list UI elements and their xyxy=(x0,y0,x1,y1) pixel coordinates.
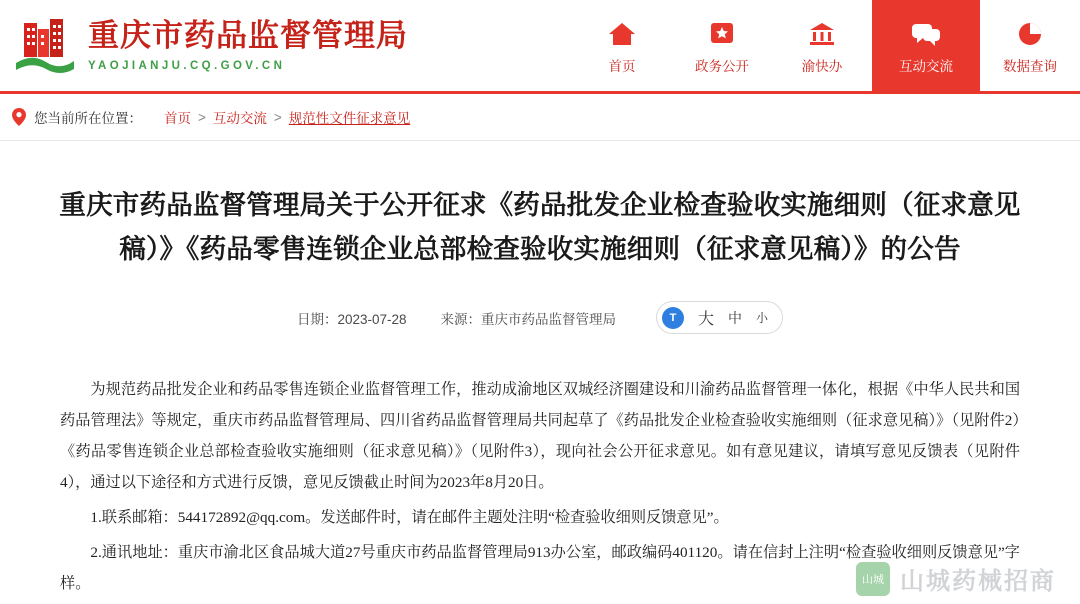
home-icon xyxy=(608,20,636,48)
text-size-icon: T xyxy=(662,307,684,329)
page-title: 重庆市药品监督管理局关于公开征求《药品批发企业检查验收实施细则（征求意见稿）》《药品零售连锁企业总部检查验收实施细则（征求意见稿）》的公告 xyxy=(59,190,1021,264)
font-size-small-button[interactable]: 小 xyxy=(756,311,769,325)
nav-item-government-affairs[interactable] xyxy=(672,0,772,94)
font-size-control xyxy=(656,301,783,334)
article-paragraph: 1.联系邮箱：544172892@qq.com。发送邮件时，请在邮件主题处注明“检查验收细则反馈意见”。 xyxy=(90,509,729,526)
breadcrumb-label: 您当前所在位置： xyxy=(34,111,142,126)
breadcrumb-item-interaction[interactable]: 互动交流 xyxy=(212,111,267,126)
location-pin-icon xyxy=(8,108,30,126)
article-body xyxy=(60,374,1020,599)
article-paragraph: 2.通讯地址：重庆市渝北区食品城大道27号重庆市药品监督管理局913办公室，邮政编码401120。请在信封上注明“检查验收细则反馈意见”字样。 xyxy=(60,544,1020,592)
brand-subtitle: YAOJIANJU.CQ.GOV.CN xyxy=(88,59,286,72)
nav-item-yukuaiban[interactable] xyxy=(772,0,872,94)
watermark-text: 山城药械招商 xyxy=(900,569,1056,595)
font-size-medium-button[interactable]: 中 xyxy=(728,309,743,326)
breadcrumb-item-home[interactable]: 首页 xyxy=(164,111,191,126)
site-header xyxy=(0,0,1080,94)
article-meta xyxy=(40,301,1040,334)
bank-icon xyxy=(808,20,836,48)
document-star-icon xyxy=(708,20,736,48)
pie-chart-icon xyxy=(1016,20,1044,48)
nav-item-home[interactable] xyxy=(572,0,672,94)
nav-label: 首页 xyxy=(608,58,636,74)
article-source-label: 来源： xyxy=(440,311,482,327)
article-date xyxy=(297,308,407,328)
article-paragraph: 为规范药品批发企业和药品零售连锁企业监督管理工作，推动成渝地区双城经济圈建设和川渝药品监督管理一体化，根据《中华人民共和国药品管理法》等规定，重庆市药品监督管理局、四川省药品监督管理局共同起草了《药品批发企业检查验收实施细则（征求意见稿）》（见附件2）《药品零售连锁企业总部检查验收实施细则（征求意见稿）》（见附件3），现向社会公开征求意见。如有意见建议，请填写意见反馈表（见附件4），通过以下途径和方式进行反馈，意见反馈截止时间为2023年8月20日。 xyxy=(60,381,1020,491)
nav-item-interaction[interactable] xyxy=(872,0,980,94)
nav-label: 互动交流 xyxy=(899,58,953,74)
article-source xyxy=(441,308,617,328)
breadcrumb-separator: > xyxy=(198,109,206,125)
nav-label: 渝快办 xyxy=(801,58,843,74)
watermark-logo-icon: 山城 xyxy=(856,562,890,596)
article-date-label: 日期： xyxy=(296,311,338,327)
building-logo-icon xyxy=(14,17,76,75)
nav-label: 数据查询 xyxy=(1003,58,1057,74)
breadcrumb-separator: > xyxy=(273,109,282,125)
breadcrumb-item-current[interactable]: 规范性文件征求意见 xyxy=(288,111,411,126)
brand-text xyxy=(88,19,408,71)
article-source-value: 重庆市药品监督管理局 xyxy=(481,311,617,327)
article xyxy=(0,183,1080,599)
brand-title: 重庆市药品监督管理局 xyxy=(88,18,408,54)
breadcrumb xyxy=(0,94,1080,141)
nav-item-data-query[interactable] xyxy=(980,0,1080,94)
nav-label: 政务公开 xyxy=(695,58,749,74)
main-nav xyxy=(572,0,1080,94)
site-brand[interactable] xyxy=(0,0,408,91)
chat-icon xyxy=(911,20,941,48)
article-date-value: 2023-07-28 xyxy=(337,311,407,327)
font-size-large-button[interactable]: 大 xyxy=(698,311,715,328)
